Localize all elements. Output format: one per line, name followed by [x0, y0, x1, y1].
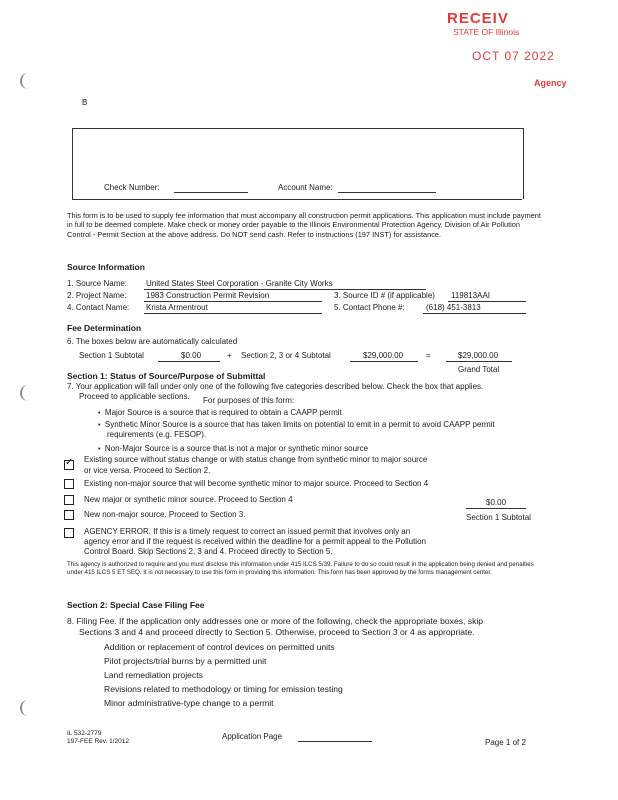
bullet-marker: •	[98, 422, 101, 429]
option-existing-non-major-checkbox[interactable]	[64, 479, 74, 489]
project-name-underline	[144, 301, 322, 302]
option-agency-error-checkbox[interactable]	[64, 528, 74, 538]
section1-subtotal-amount-box	[466, 508, 526, 509]
grand-total-label: Grand Total	[458, 365, 500, 374]
check-number-field[interactable]	[174, 192, 248, 193]
contact-name-underline	[144, 313, 322, 314]
payment-box-bottom	[72, 199, 522, 200]
bullet-marker: •	[98, 410, 101, 417]
contact-phone-label: 5. Contact Phone #:	[334, 303, 405, 312]
bullet-marker: •	[98, 446, 101, 453]
option-agency-error-line2: agency error and if the request is received within the deadline for a permit appeal to the Pollution	[84, 537, 426, 546]
source-name-underline	[144, 289, 426, 290]
option-agency-error-line3: Control Board. Skip Sections 2, 3 and 4. Proceed directly to Section 5.	[84, 547, 333, 556]
check-number-label: Check Number:	[104, 183, 160, 192]
filing-fee-item[interactable]: Minor administrative-type change to a permit	[104, 698, 274, 708]
filing-fee-item[interactable]: Addition or replacement of control devices on permitted units	[104, 642, 335, 652]
option-existing-source-line2: or vice versa. Proceed to Section 2.	[84, 466, 211, 475]
section234-subtotal-box	[350, 361, 418, 362]
source-id-underline	[448, 301, 526, 302]
source-name-label: 1. Source Name:	[67, 279, 128, 288]
bullet-synthetic-minor-cont: requirements (e.g. FESOP).	[107, 430, 207, 439]
section1-subtotal-label: Section 1 Subtotal	[79, 351, 144, 360]
option-existing-source-checkbox[interactable]	[64, 457, 74, 470]
fee-determination-heading: Fee Determination	[67, 323, 142, 333]
form-code-il: IL 532-2779	[67, 730, 102, 737]
binder-hole-mark	[20, 73, 32, 89]
option-agency-error-line1: AGENCY ERROR. If this is a timely request to correct an issued permit that involves only an	[84, 527, 411, 536]
disclosure-paragraph: This agency is authorized to require and you must disclose this information under 415 ILCS 5/39. Failure to do so could result in the application being denied and penalties under 415 ILCS 5 ET SEQ. It is not necessary to use this form in providing this information. This form has been approved by the forms management center.	[67, 561, 534, 576]
intro-paragraph: This form is to be used to supply fee information that must accompany all construction permit applications. This application must include payment in full to be deemed complete. Make check or money order payable to the Illinois Environmental Protection Agency, Division of Air Pollution Control - Permit Section at the above address. Do NOT send cash. Refer to instructions (197 INST) for assistance.	[67, 211, 541, 239]
contact-phone-value[interactable]: (618) 451-3813	[426, 303, 481, 312]
section1-subtotal-caption: Section 1 Subtotal	[466, 513, 531, 522]
contact-phone-underline	[423, 313, 526, 314]
contact-name-value[interactable]: Krista Armentrout	[146, 303, 208, 312]
filing-fee-item[interactable]: Land remediation projects	[104, 670, 203, 680]
source-information-heading: Source Information	[67, 262, 145, 272]
contact-name-label: 4. Contact Name:	[67, 303, 130, 312]
bullet-non-major	[98, 444, 368, 455]
section234-subtotal-label: Section 2, 3 or 4 Subtotal	[241, 351, 331, 360]
option-new-non-major-checkbox[interactable]	[64, 510, 74, 520]
received-stamp-state: STATE OF Illinois	[453, 27, 520, 37]
section1-line-7c: For purposes of this form:	[203, 396, 295, 405]
option-existing-non-major-label: Existing non-major source that will become synthetic minor to major source. Proceed to Section 4	[84, 479, 429, 488]
bullet-major-source	[98, 408, 342, 419]
project-name-value[interactable]: 1983 Construction Permit Revision	[146, 291, 270, 300]
received-stamp: RECEIV	[447, 10, 509, 27]
filing-fee-item[interactable]: Pilot projects/trial burns by a permitted unit	[104, 656, 267, 666]
section1-subtotal-value: $0.00	[181, 351, 202, 360]
page-number: Page 1 of 2	[485, 738, 526, 747]
check-mark-icon: ✓	[65, 457, 74, 468]
grand-total-value: $29,000.00	[458, 351, 499, 360]
received-stamp-agency: Agency	[534, 78, 567, 88]
binder-hole-mark	[20, 700, 32, 716]
option-new-major-label: New major or synthetic minor source. Proceed to Section 4	[84, 495, 293, 504]
option-new-non-major-label: New non-major source. Proceed to Section 3.	[84, 510, 246, 519]
section1-heading: Section 1: Status of Source/Purpose of Submittal	[67, 371, 266, 381]
equals-sign: =	[426, 351, 431, 360]
filing-fee-item[interactable]: Revisions related to methodology or timing for emission testing	[104, 684, 343, 694]
section1-subtotal-box	[158, 361, 220, 362]
section1-line-7a: 7. Your application will fall under only one of the following five categories described below. Check the box that applies.	[67, 382, 484, 391]
form-code-rev: 197-FEE Rev. 1/2012	[67, 738, 130, 745]
source-name-value[interactable]: United States Steel Corporation - Granite City Works	[146, 279, 333, 288]
section1-subtotal-amount: $0.00	[486, 498, 507, 507]
header-fragment: B	[82, 98, 88, 107]
section234-subtotal-value: $29,000.00	[363, 351, 404, 360]
section2-line-8b: Sections 3 and 4 and proceed directly to Section 5. Otherwise, proceed to Section 3 or 4 as appropriate.	[79, 627, 475, 637]
bullet-text: Major Source is a source that is required to obtain a CAAPP permit	[104, 408, 342, 417]
section2-heading: Section 2: Special Case Filing Fee	[67, 600, 205, 610]
plus-sign: +	[227, 351, 232, 360]
account-name-field[interactable]	[338, 192, 436, 193]
application-page-field[interactable]	[298, 741, 372, 742]
section2-line-8a: 8. Filing Fee. If the application only addresses one or more of the following, check the appropriate boxes, skip	[67, 616, 484, 626]
bullet-text: Synthetic Minor Source is a source that has taken limits on potential to emit in a permit to avoid CAAPP permit	[104, 420, 495, 429]
binder-hole-mark	[20, 385, 32, 401]
project-name-label: 2. Project Name:	[67, 291, 127, 300]
application-page-label: Application Page	[222, 732, 283, 741]
section1-line-7b: Proceed to applicable sections.	[79, 392, 190, 401]
received-stamp-date: OCT 07 2022	[472, 49, 555, 63]
option-new-major-checkbox[interactable]	[64, 495, 74, 505]
bullet-text: Non-Major Source is a source that is not a major or synthetic minor source	[104, 444, 369, 453]
source-id-label: 3. Source ID # (if applicable)	[334, 291, 435, 300]
option-existing-source-line1: Existing source without status change or with status change from synthetic minor to major source	[84, 455, 428, 464]
grand-total-box	[446, 361, 512, 362]
fee-line-6: 6. The boxes below are automatically calculated	[67, 337, 238, 346]
account-name-label: Account Name:	[278, 183, 333, 192]
source-id-value[interactable]: 119813AAI	[451, 291, 490, 300]
